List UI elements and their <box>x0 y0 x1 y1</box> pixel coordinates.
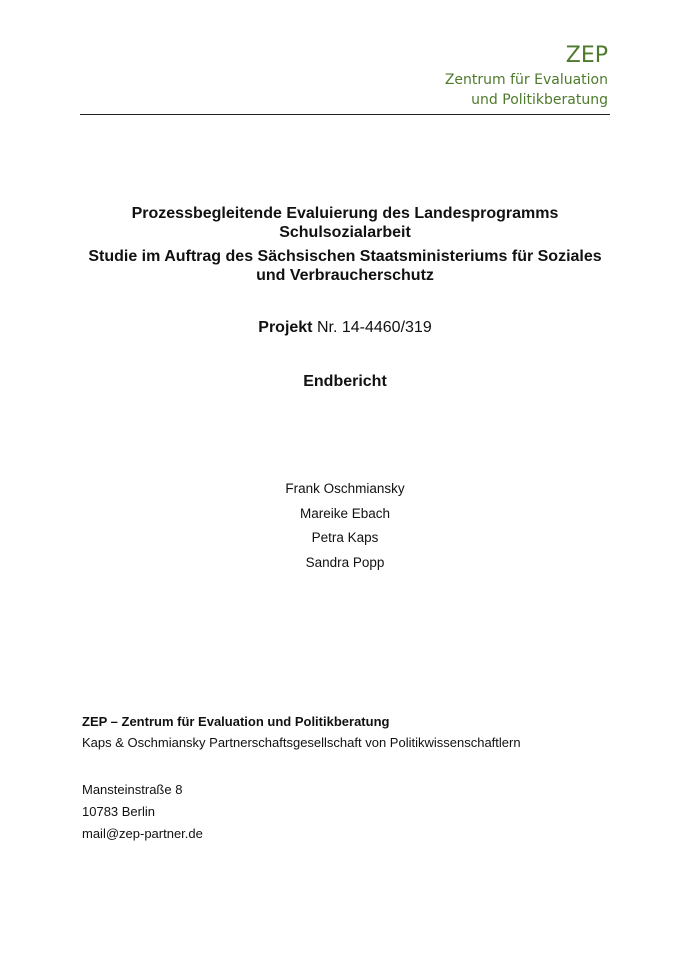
address-block <box>82 780 203 846</box>
institution-subtitle: Kaps & Oschmiansky Partnerschaftsgesellschaft von Politikwissenschaftlern <box>82 735 521 750</box>
document-title <box>60 204 630 285</box>
logo-abbreviation: ZEP <box>565 43 608 68</box>
author-name: Mareike Ebach <box>299 505 391 521</box>
institution-block <box>82 712 521 754</box>
project-number <box>60 318 630 338</box>
logo-line-2: und Politikberatung <box>471 92 608 108</box>
project-number-value: Nr. 14-4460/319 <box>316 319 432 336</box>
author-name: Sandra Popp <box>305 554 385 570</box>
title-line-4: und Verbraucherschutz <box>256 267 434 284</box>
project-label: Projekt <box>258 319 313 336</box>
author-name: Frank Oschmiansky <box>285 481 405 496</box>
title-line-1: Prozessbegleitende Evaluierung des Landesprogramms <box>131 205 559 222</box>
address-city: 10783 Berlin <box>82 804 155 819</box>
contact-email: mail@zep-partner.de <box>82 826 203 841</box>
header-divider <box>80 114 610 115</box>
title-line-2: Schulsozialarbeit <box>279 224 411 241</box>
address-street: Mansteinstraße 8 <box>82 782 183 797</box>
institution-name: ZEP – Zentrum für Evaluation und Politikberatung <box>82 714 390 729</box>
logo-line-1: Zentrum für Evaluation <box>444 72 608 88</box>
author-list <box>60 479 630 577</box>
report-type: Endbericht <box>303 373 387 390</box>
zep-logo <box>445 42 608 110</box>
title-line-3: Studie im Auftrag des Sächsischen Staatsministeriums für Soziales <box>88 248 602 265</box>
author-name: Petra Kaps <box>311 530 379 545</box>
